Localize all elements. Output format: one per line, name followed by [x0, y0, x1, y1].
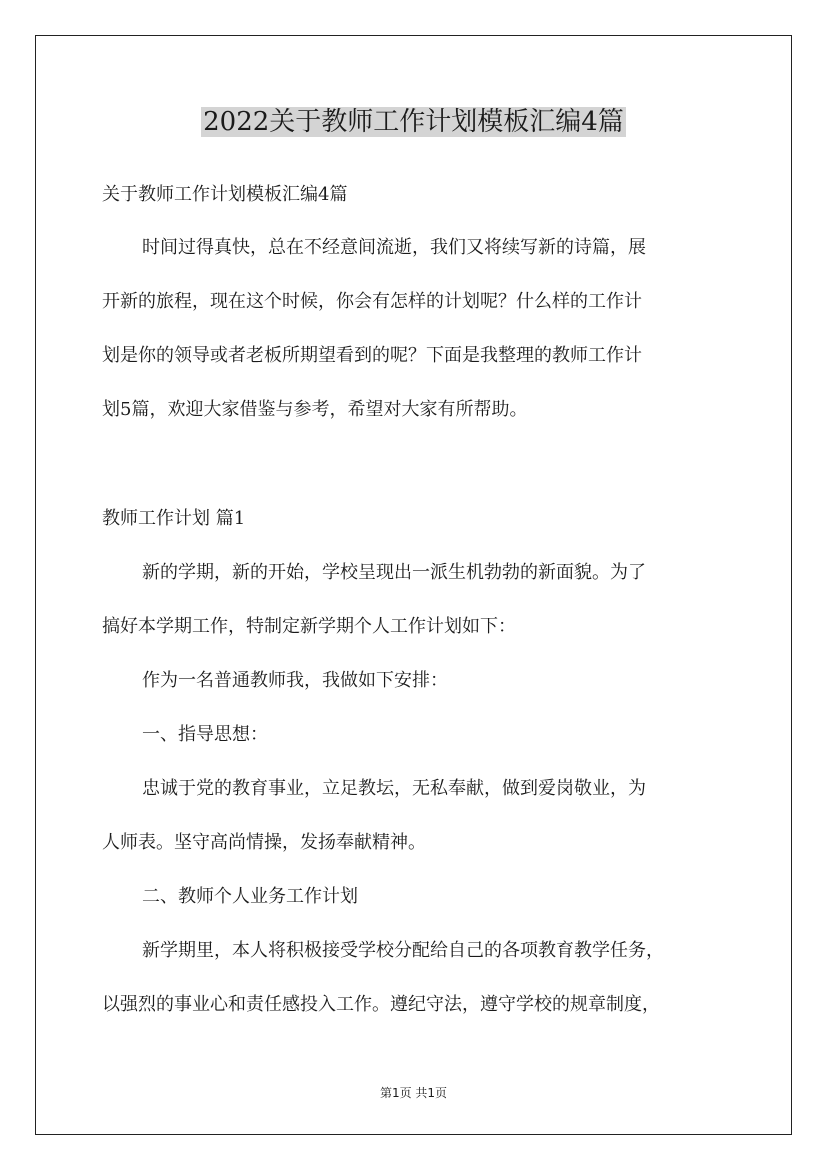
intro-line: 划5篇，欢迎大家借鉴与参考，希望对大家有所帮助。	[102, 399, 528, 420]
intro-line: 开新的旅程，现在这个时候，你会有怎样的计划呢？什么样的工作计	[102, 291, 642, 312]
body-line: 以强烈的事业心和责任感投入工作。遵纪守法，遵守学校的规章制度，	[102, 994, 660, 1015]
document-title	[0, 104, 827, 140]
body-line: 人师表。坚守高尚情操，发扬奉献精神。	[102, 832, 426, 853]
title-text: 2022关于教师工作计划模板汇编4篇	[203, 107, 624, 137]
intro-line: 划是你的领导或者老板所期望看到的呢？下面是我整理的教师工作计	[102, 345, 642, 366]
body-line: 搞好本学期工作，特制定新学期个人工作计划如下：	[102, 616, 516, 637]
body-line: 忠诚于党的教育事业，立足教坛，无私奉献，做到爱岗敬业，为	[142, 778, 646, 799]
section-heading: 教师工作计划 篇1	[102, 508, 246, 529]
body-line: 二、教师个人业务工作计划	[142, 886, 358, 907]
body-line: 作为一名普通教师我，我做如下安排：	[142, 670, 448, 691]
body-line: 新的学期，新的开始，学校呈现出一派生机勃勃的新面貌。为了	[142, 562, 646, 583]
body-line: 一、指导思想：	[142, 724, 268, 745]
page-number: 第1页 共1页	[379, 1086, 448, 1100]
subtitle: 关于教师工作计划模板汇编4篇	[102, 184, 348, 205]
intro-line: 时间过得真快，总在不经意间流逝，我们又将续写新的诗篇，展	[142, 237, 646, 258]
body-line: 新学期里，本人将积极接受学校分配给自己的各项教育教学任务，	[142, 940, 664, 961]
